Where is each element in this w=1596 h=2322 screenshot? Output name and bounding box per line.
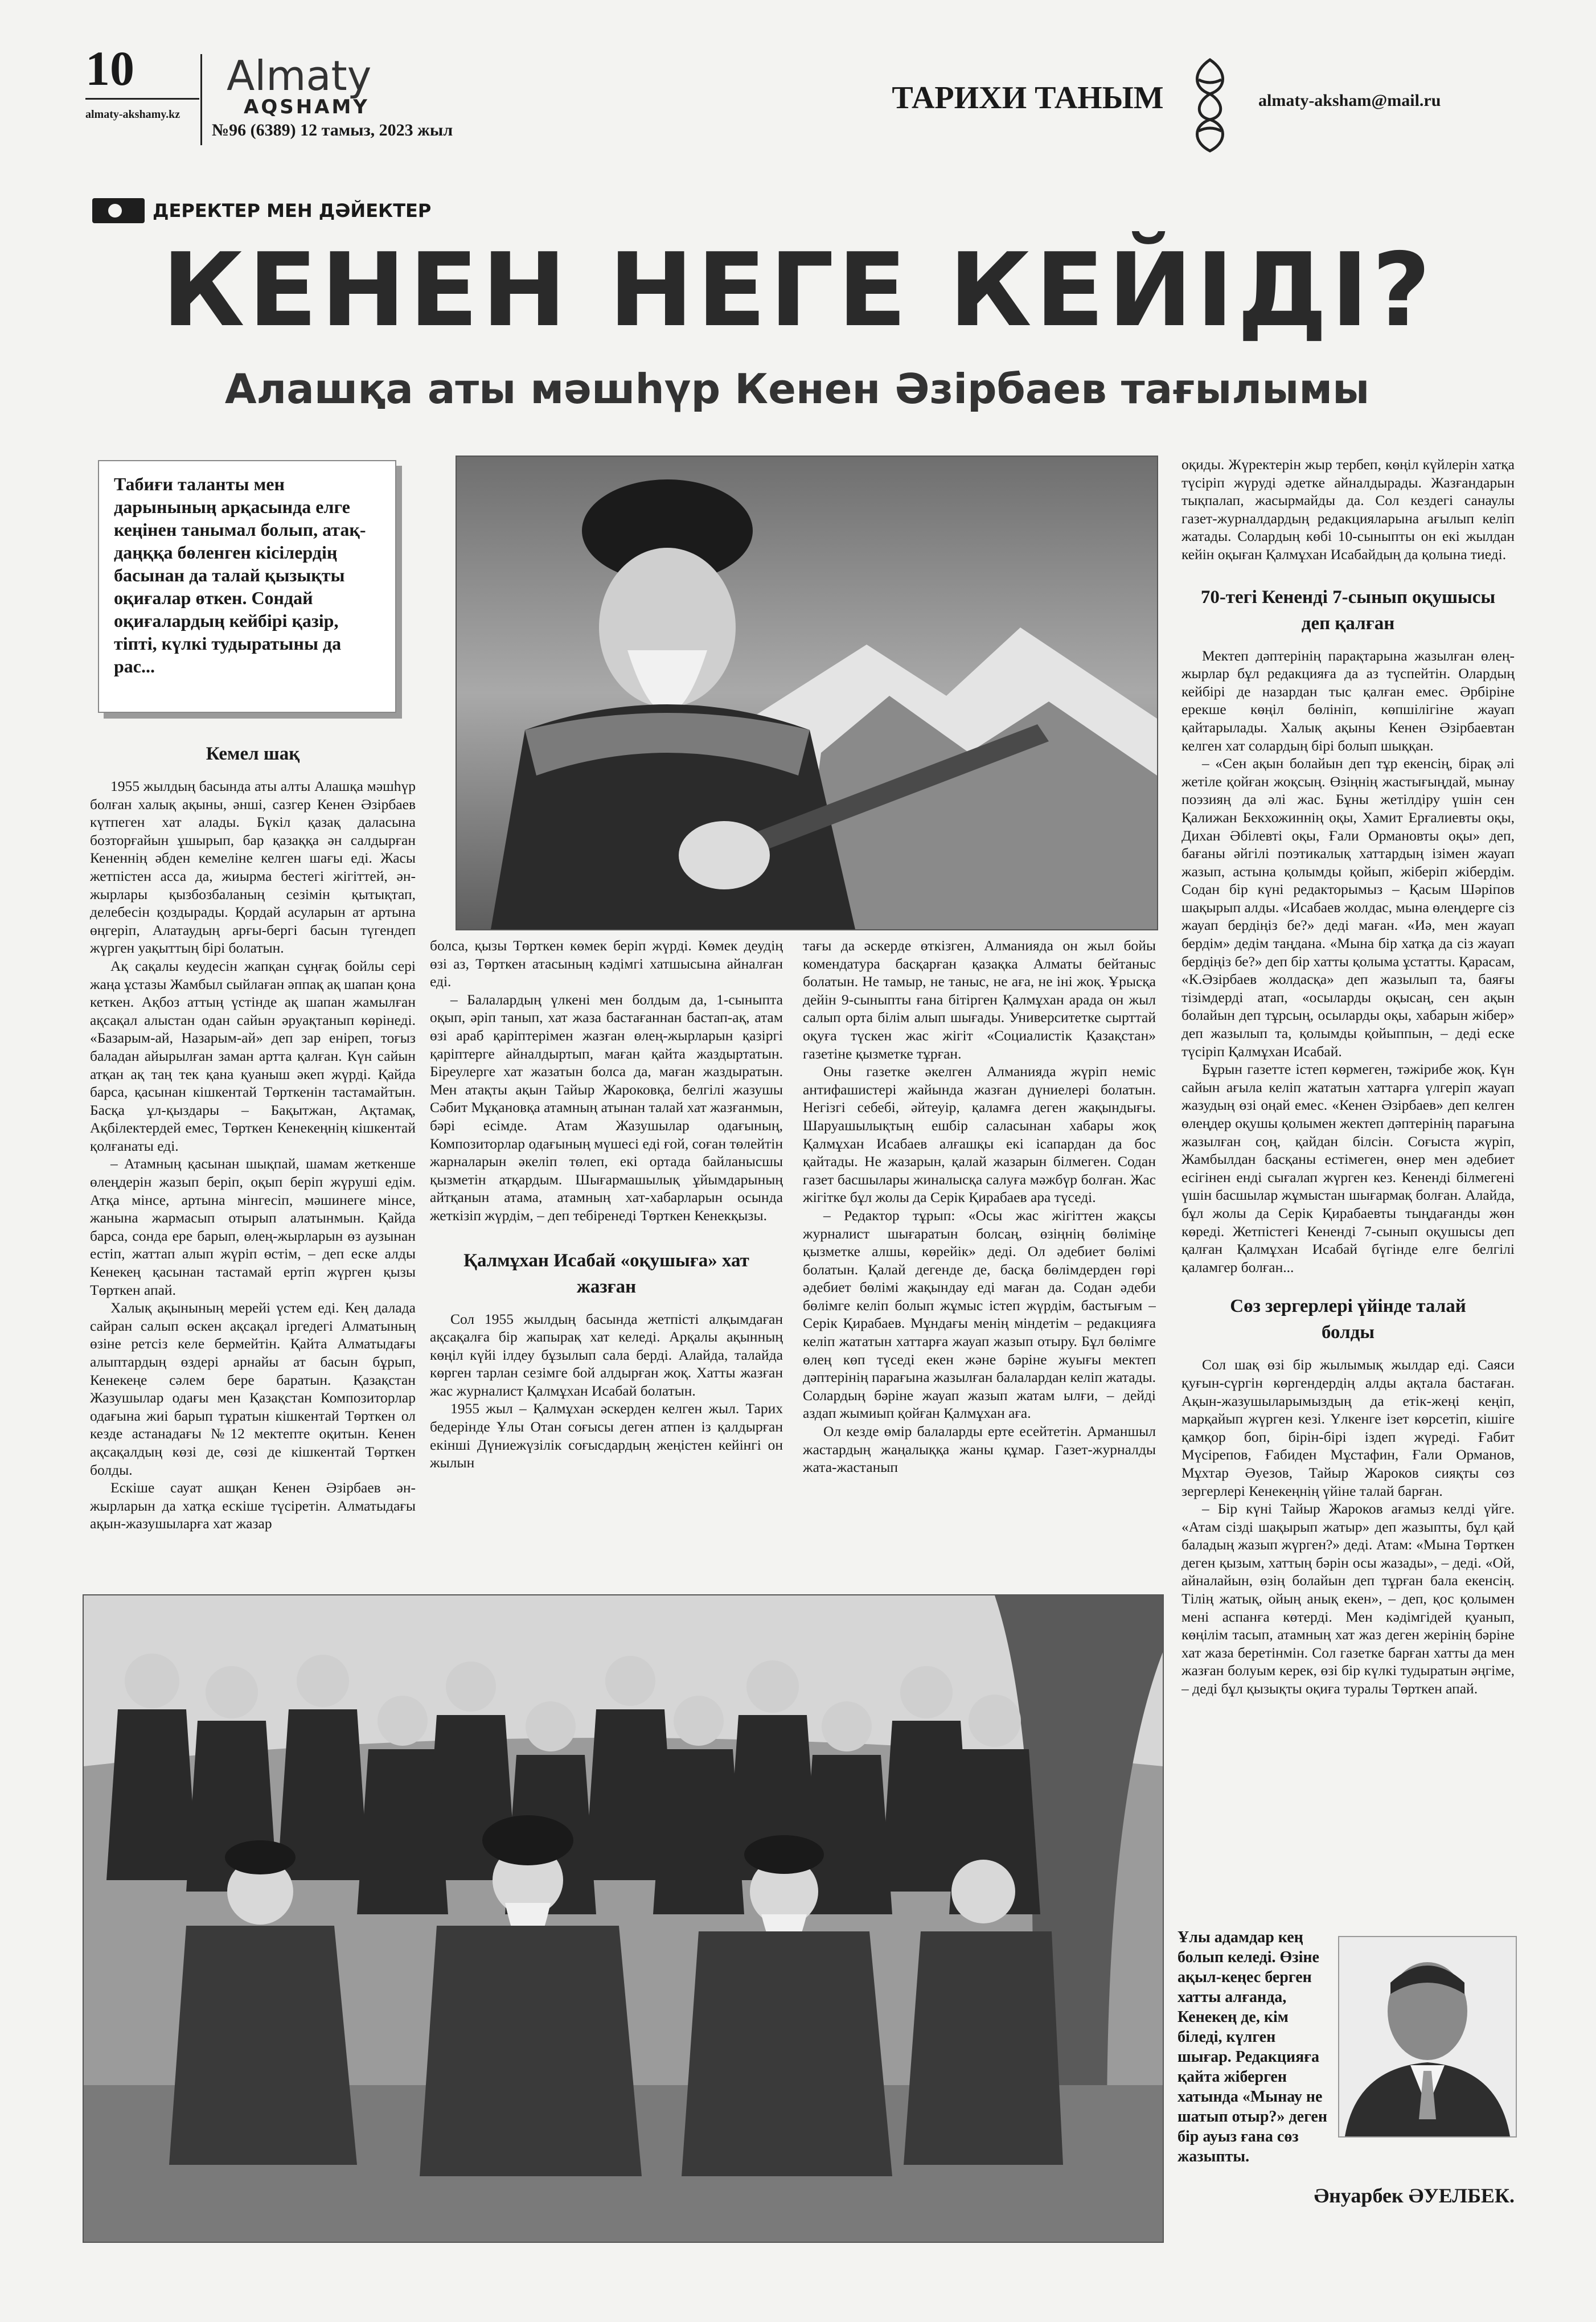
col4c-p1: Сол шақ өзі бір жылымық жылдар еді. Саяси қуғын-сүргін көргендердің алды ақтала бастаған. Ақын-жазушыларымыздың да етік-жеңі кеңіп, марқайып жүрген кезі. Үлкенге ізет көрсетіп, кішіге қамқор боп, бірін-бірі іздеп жүреді. Ғабит Мүсірепов, Ғабиден Мұстафин, Ғали Орманов, Мұхтар Әуезов, Тайыр Жароков сияқты сөз зергерлері Кенекеңнің үйіне талай барған. <box>1181 1356 1515 1499</box>
subhead-seventy: 70-тегі Кененді 7-сынып оқушысы деп қалған <box>1200 586 1496 634</box>
column-4 <box>1181 456 1515 1913</box>
rubric <box>92 196 431 225</box>
col3-p3: – Редактор тұрып: «Осы жас жігіттен жақсы журналист шығаратын болсаң, өзіңнің бөліміңе қызметке алшы, көрейік» деді. Ол әдебиет бөлімі болатын. Қалай дегенде де, басқа бөлімдерден гөрі әдебиет бөлімі жақындау еді маған да. Содан әдеби бөлімге келіп болып жұмыс істеп жүрдім, бастығым – Серік Қирабаев. Мұндағы менің міндетім – редакцияға келіп жататын хаттарға жауап жазып отыру. Бұл бөлімге өлең көп түседі екен және бәріне жуығы мектеп дәптерінің парағына жазылған балалардан келіп жатады. Солардың бәріне жауап жазып жатам ылғи, – дейді аздап жымиып қойған Қалмұхан аға. <box>803 1207 1156 1422</box>
col2-p1: болса, қызы Төрткен көмек беріп жүрді. Көмек деудің өзі аз, Төрткен атасының кәдімгі хатшысына айналған еді. <box>430 937 783 990</box>
rubric-icon <box>92 198 145 223</box>
col4b-p3: Бұрын газетте істеп көрмеген, тәжірибе жоқ. Күн сайын ағыла келіп жататын хаттарға үлгеріп жауап жазудың өзі оңай емес. «Кенен Әзірбаев» деп келген өлеңдер оқушы қолымен жектеп дәптерінің парағына жазылған соң, қайдан білсін. Соғыста жүріп, Жамбылдан басқаны естімеген, өнер мен әдебиет есігінен енді сығалап жүрген кез. Кененді білмегені үшін басшылар жұмыстан шығармақ болған. Алайда, бұл жолы да Серік Қирабаевты тыңдағанды жөн көреді. Жетпістегі Кененді 7-сынып оқушысы деп қалған Қалмұхан Исабай бүгінде елге белгілі қаламгер болған... <box>1181 1061 1515 1275</box>
col3-p2: Оны газетке әкелген Алманияда жүріп неміс антифашистері жайында жазған дүниелері болатын. Негізгі себебі, әйтеуір, қаламға деген жақындығы. Шаруашылықтың ешбір саласынан хабары жоқ Қалмұхан Исабаев алғашқы екі ісапардан да бос қайтады. Не жазарын, қалай жазарын білмеген. Содан газет басшылары жиналысқа салуға мәжбүр болған. Жас жігітке бұл жолы да Серік Қирабаев ара түседі. <box>803 1063 1156 1206</box>
ornament-icon <box>1187 57 1233 154</box>
col1-p5: Ескіше сауат ашқан Кенен Әзірбаев ән-жырларын да хатқа ескіше түсіретін. Алматыдағы ақын-жазушыларға хат жазар <box>90 1479 416 1532</box>
author-photo <box>1338 1936 1517 2138</box>
col2b-p1: Сол 1955 жылдың басында жетпісті алқымдаған ақсақалға бір жапырақ хат келеді. Арқалы ақынның көңіл күйі ілдеу бұзылып сала берді. Алайда, талайда көрген тарлан сезімге бой алдырған жоқ. Хатты жазған жас журналист Қалмұхан Исабай болатын. <box>430 1310 783 1399</box>
lead-text: Табиғи таланты мен дарынының арқасында елге кеңінен танымал болып, атақ-даңққа бөленген кісілердің басынан да талай қызықты оқиғалар өткен. Сондай оқиғалардың кейбірі қазір, тіпті, күлкі тудыратыны да рас... <box>114 474 366 676</box>
author-byline: Әнуарбек ӘУЕЛБЕК. <box>1314 2184 1515 2207</box>
subtitle: Алашқа аты мәшһүр Кенен Әзірбаев тағылымы <box>224 365 1370 413</box>
col1-p1: 1955 жылдың басында аты алты Алашқа мәшһүр болған халық ақыны, әнші, сазгер Кенен Әзірбаев күтпеген хат алады. Бүкіл қазақ даласына бозторғайын ұшырып, бар қазаққа ән салдырған Кененнің әбден кемеліне келген шағы еді. Жасы жетпістен асса да, жиырма бестегі жігіттей, ән-жырлары қызбозбаланың сезімін қытықтап, делебесін қоздырады. Қордай асуларын ат артына өңгеріп, Алатаудың арғы-бергі басын түгендеп жүрген уақыттың бірі болатын. <box>90 778 416 957</box>
col4b-p1: Мектеп дәптерінің парақтарына жазылған өлең-жырлар бұл редакцияға да аз түспейтін. Олардың кейбірі де назардан тыс қалған емес. Әрбіріне ерекше көңіл бөлініп, көпшілігіне жауап қайтарылады. Халық ақыны Кенен Әзірбаевтан келген хат солардың бірі болып шыққан. <box>1181 647 1515 754</box>
col1-p2: Ақ сақалы кеудесін жапқан сұңғақ бойлы сері жаңа ұстазы Жамбыл сыйлаған әппақ ақ шапан қона кеткен. Ақбоз аттың үстінде ақ шапан жамылған ақсақал алыстан одан сайын әруақтанып көрінеді. «Базарым-ай, Назарым-ай» деп зар еніреп, тоғыз баладан айырылған заман артта қалған. Күн сайын атқан ақ таң тек қана қуаныш әкеп жүрді. Қайда барса, қасынан кішкентай Төрткенін тастамайтын. Басқа ұл-қыздары – Бақытжан, Ақтамақ, Ақбілектердей емес, Төрткен Кенекеңнің кішкентай қолғанаты еді. <box>90 957 416 1154</box>
headline: КЕНЕН НЕГЕ КЕЙІДІ? <box>162 231 1434 349</box>
header-mini-rule <box>85 98 199 100</box>
column-2 <box>430 937 783 1572</box>
column-1 <box>90 732 416 1572</box>
group-photo <box>83 1594 1164 2243</box>
subhead-soz: Сөз зергерлері үйінде талай болды <box>1230 1296 1466 1343</box>
site-url: almaty-akshamy.kz <box>85 108 180 121</box>
pull-quote: Ұлы адамдар кең болып келеді. Өзіне ақыл-кеңес берген хатты алғанда, Кенекең де, кім біледі, күлген шығар. Редакцияға қайта жіберген хатында «Мынау не шатып отыр?» деген бір ауыз ғана сөз жазыпты. <box>1177 1929 1327 2165</box>
col4c-p2: – Бір күні Тайыр Жароков ағамыз келді үйге. «Атам сізді шақырып жатыр» деп жазыпты, бұл қай баладың жазып жүрген?» деді. Атам: «Мына Төрткен деген қызым, хаттың бәрін осы жазады», – деді. «Ой, айналайын, өзің болайын деп тұрған бала екенсің. Тілің жатық, ойың анық екен», – деп, қос қолымен мені аспанға көтерді. Мен кәдімгідей қуанып, көңілім тасып, атамның хат жаз деген жерінің бәріне хат жаза беретінмін. Сол газетке барған хатты да мен жазған болуым керек, өзі бір күлкі тудыратын әңгіме, – деді бұл қызықты оқиға туралы Төрткен апай. <box>1181 1500 1515 1697</box>
rubric-label: ДЕРЕКТЕР МЕН ДӘЙЕКТЕР <box>153 200 432 221</box>
page-number: 10 <box>85 41 134 96</box>
subhead-kemel: Кемел шақ <box>206 744 300 764</box>
lead-box <box>98 460 396 713</box>
col1-p4: Халық ақынының мерейі үстем еді. Кең далада сайран салып өскен ақсақал іргедегі Алматының өзіне ретсіз келе бермейтін. Қайта Алматыдағы алыптардың өздері арнайы ат басын бұрып, Кенекеңе сәлем бере баратын. Қазақстан Жазушылар одағы мен Қазақстан Композиторлар одағына жиі барып тұратын кішкентай Төрткен ол кезде астанадағы №12 мектепте оқитын. Кенен ақсақалдың көзі де, сөзі де кішкентай Төрткен болды. <box>90 1299 416 1478</box>
section-title: ТАРИХИ ТАНЫМ <box>892 80 1164 116</box>
col4b-p2: – «Сен ақын болайын деп тұр екенсің, бірақ әлі жетіле қойған жоқсың. Өзіңнің жастығыңдай, мынау поэзияң да әлі жас. Бұны жетілдіру үшін сен Қалижан Бекхожиннің оқы, Хамит Ерғалиевты оқы, Дихан Әбілевті оқы, Ғали Ормановты оқы» деп, бағаны әйгілі поэтикалық хаттардың ізімен жауап жазып, астына қолымды қойып, жіберіп жібердім. Содан бір күні редакторымыз – Қасым Шәріпов шақырып алды. «Исабаев жолдас, мына өлеңдерге сіз жауап бердіңіз бе?» деді маған. «Иә, мен жауап бердім» дедім таңдана. «Мына бір хатқа да сіз жауап бердіңіз бе?» деп бір хатты қолыма ұстатты. Қарасам, «К.Әзірбаев жолдасқа» деп жазылып та, баяғы тізімдерді атап, «осыларды оқысаң, сен ақын болайын деп тұрсың, осыларды оқы, хабарын жібер» деп жазылып та, қолымды қойыппын, – деді еске түсіріп Қалмұхан Исабай. <box>1181 755 1515 1060</box>
subhead-kalmukhan: Қалмұхан Исабай «оқушыға» хат жазған <box>463 1250 749 1297</box>
logo <box>227 54 420 117</box>
col1-p3: – Атамның қасынан шықпай, шамам жеткенше өлеңдерін жазып беріп, оқып беріп жүруші едім. Атқа мінсе, артына мінгесіп, мәшинеге мінсе, жанына жармасып отырып алатынмын. Қайда барса, сонда ере барып, өлең-жырларын өз аузынан естіп, жаттап алып жүріп өстім, – деп еске алды Кенекең қасынан тастамай ертіп жүрген қызы Төрткен апай. <box>90 1155 416 1298</box>
logo-line2: AQSHAMY <box>244 96 370 118</box>
column-3 <box>803 937 1156 1572</box>
col3-p4: Ол кезде өмір балаларды ерте есейтетін. Арманшыл жастардың жаңалыққа жаны құмар. Газет-журналды жата-жастанып <box>803 1423 1156 1476</box>
header-email[interactable]: almaty-aksham@mail.ru <box>1258 91 1441 110</box>
issue-info: №96 (6389) 12 тамыз, 2023 жыл <box>212 121 453 140</box>
logo-line1: Almaty <box>227 52 372 100</box>
kenen-portrait-photo <box>456 456 1158 930</box>
col3-p1: тағы да әскерде өткізген, Алманияда он жыл бойы комендатура басқарған қазақка Алматы бейтаныс болатын. Не тамыр, не таныс, не аға, не іні жоқ. Ұрысқа дейін 9-сыныпты ғана бітірген Қалмұхан арада он жыл салып орта білім алып шығады. Университетке сырттай оқуға түскен жас жігіт «Социалистік Қазақстан» газетіне қызметке тұрған. <box>803 937 1156 1062</box>
col2b-p2: 1955 жыл – Қалмұхан әскерден келген жыл. Тарих бедерінде Ұлы Отан соғысы деген атпен із қалдырған екінші Дүниежүзілік соғысдардың жеңістен кейінгі он жылын <box>430 1400 783 1471</box>
col4a-p1: оқиды. Жүректерін жыр тербеп, көңіл күйлерін хатқа түсіріп жүруді әдетке айналдырады. Жазғандарын тықпалап, жасырмайды да. Сол кездегі санаулы газет-журналдардың редакцияларына ағылып келіп жатады. Солардың көбі 10-сыныпты он екі жылдан кейін оқыған Қалмұхан Исабайдың да қолына тиеді. <box>1181 456 1515 563</box>
col2-p2: – Балалардың үлкені мен болдым да, 1-сыныпта оқып, әріп танып, хат жаза бастағаннан бастап-ақ, атам өзі араб қаріптерімен жазған өлең-жырларын қазіргі қаріптерге айналдыртып, маған қайта жаздыртатын. Біреулерге хат жазатын болса да, маған жаздыратын. Мен атақты ақын Тайыр Жароковқа, белгілі жазушы Сәбит Мұқановқа атамның атынан талай хат жазғанмын, бәрі есімде. Атам Жазушылар одағының, Композиторлар одағының мүшесі еді ғой, соған төлейтін жарналарын әкеліп төлеп, екі ортада байланысшы қызметін атқардым. Шығармашылық ұйымдарының айтқанын атама, атамның хат-хабарларын осында жеткізіп жүрдім, – деп тебіренеді Төрткен Кенекқызы. <box>430 991 783 1224</box>
header-vertical-rule <box>200 54 202 145</box>
